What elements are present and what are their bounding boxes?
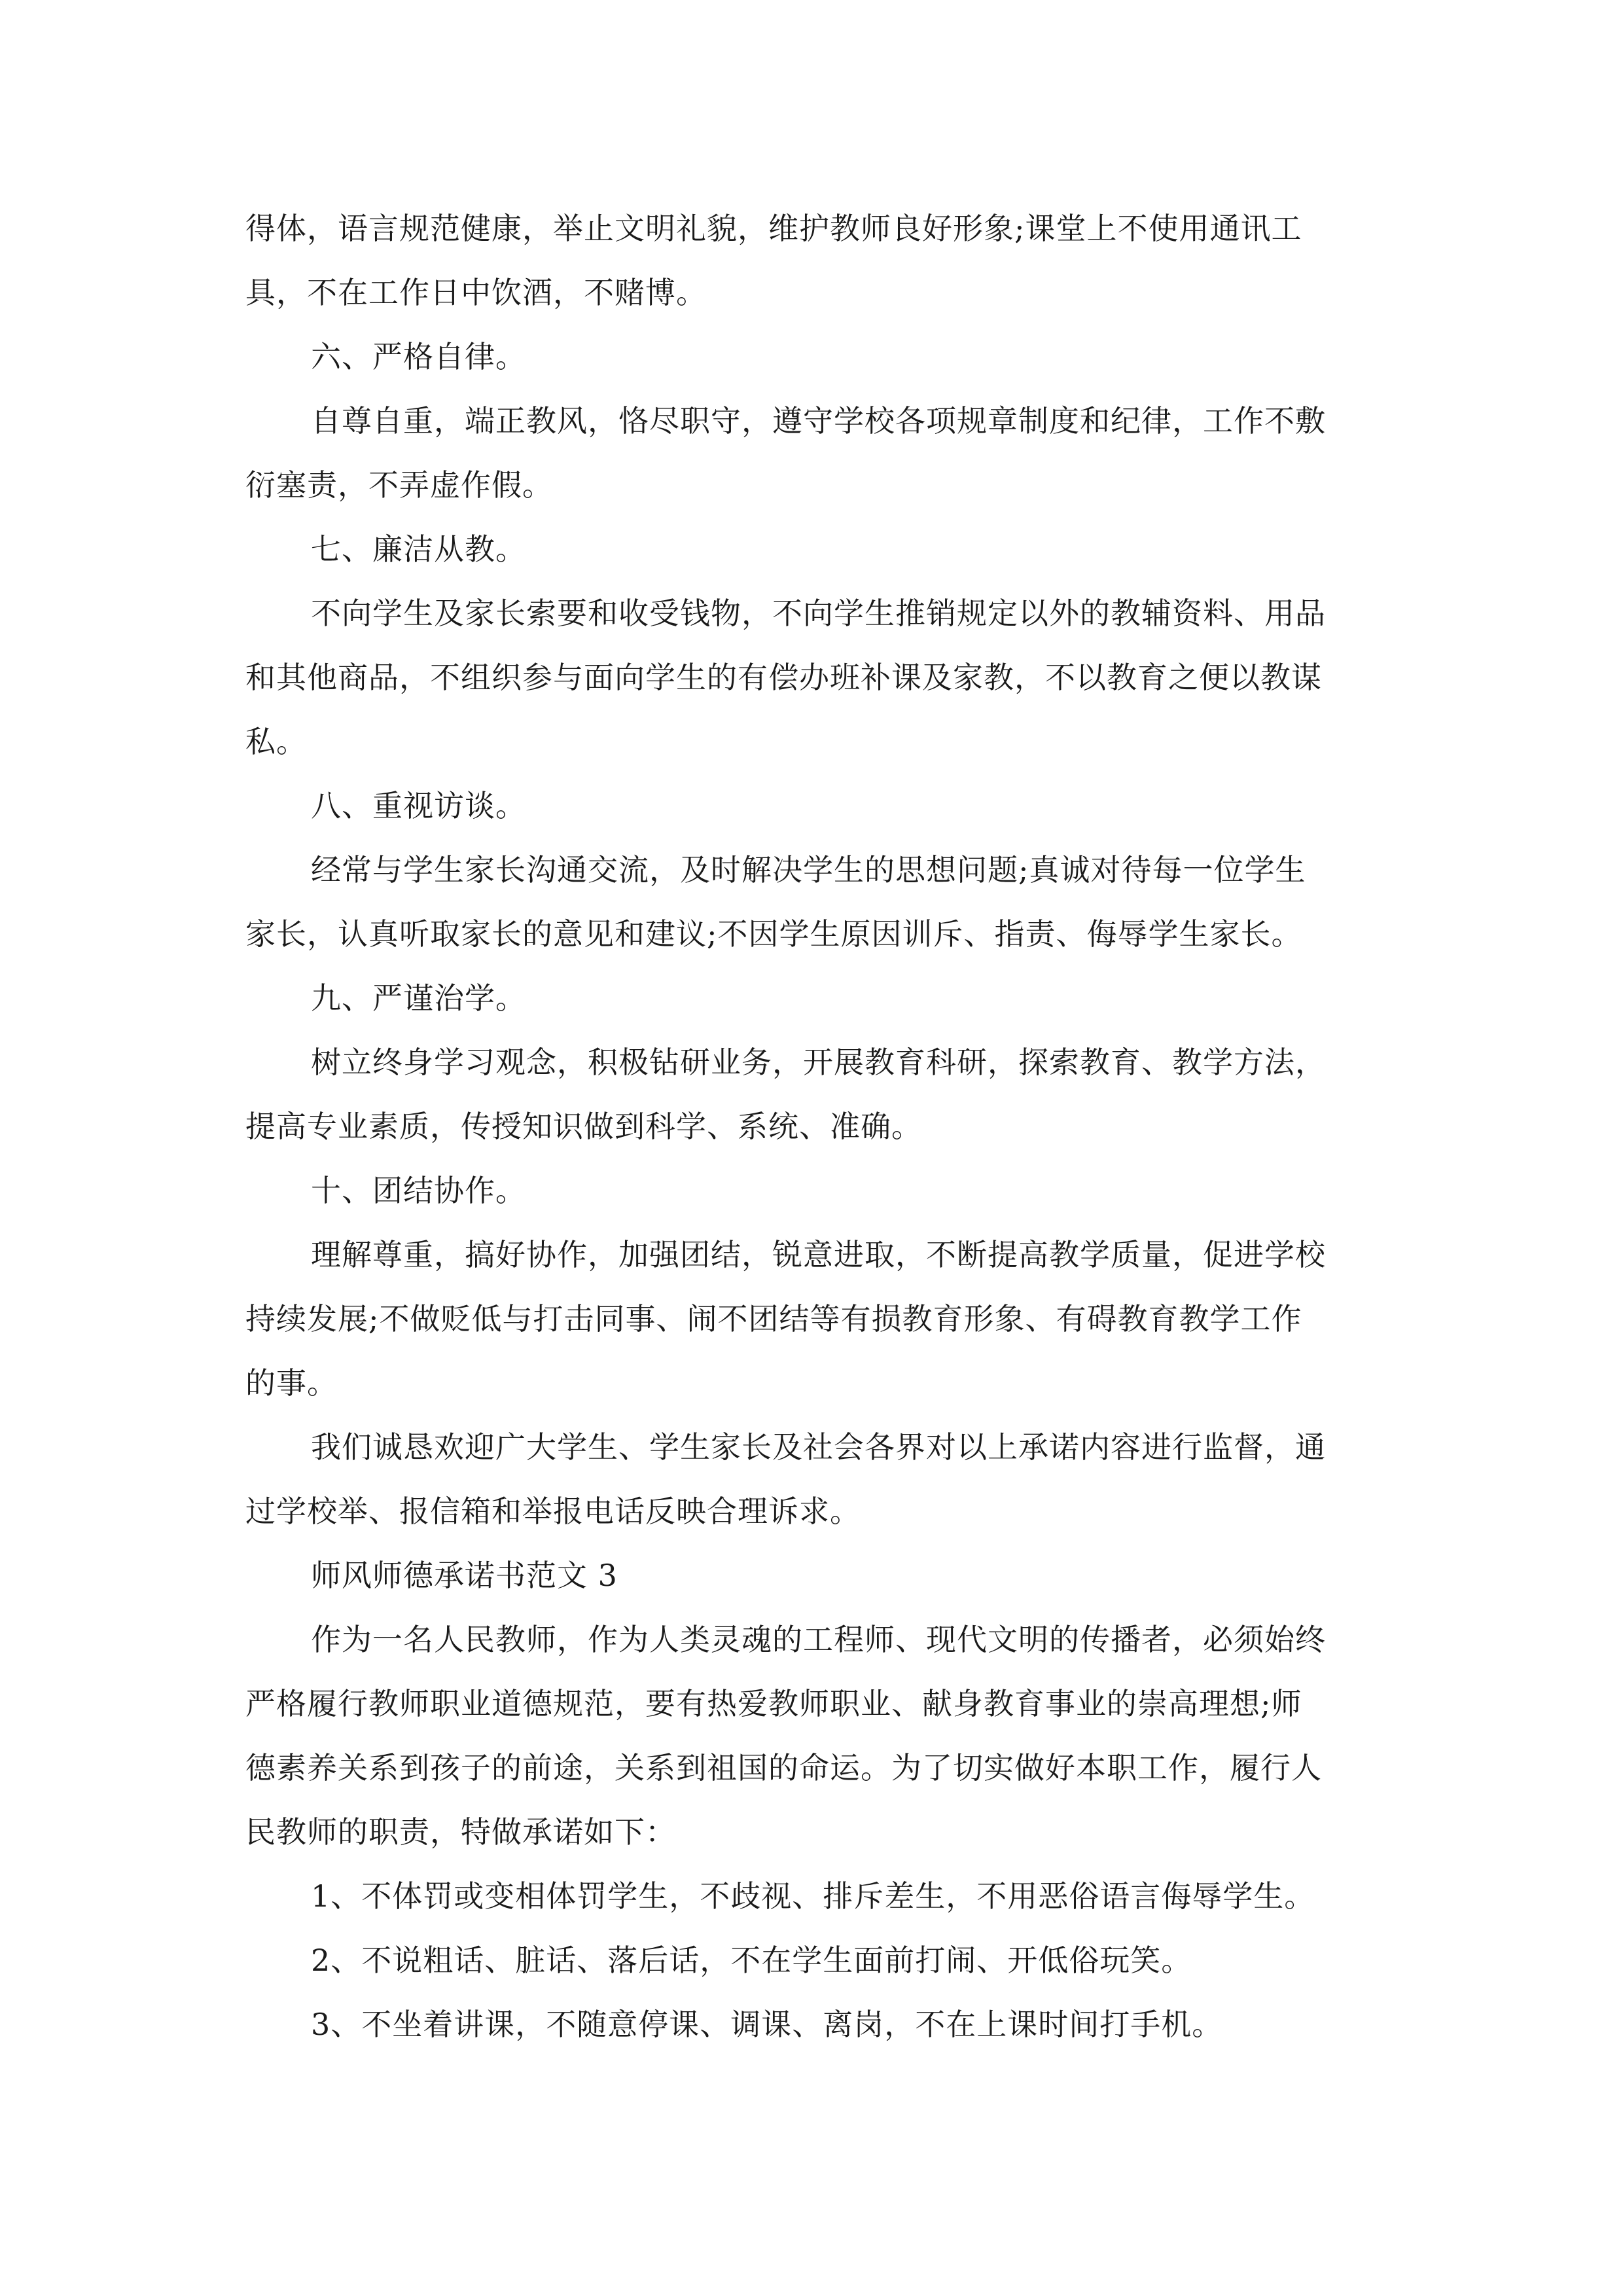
text-line: 八、重视访谈。 bbox=[311, 788, 526, 823]
text-line: 衍塞责，不弄虚作假。 bbox=[245, 467, 553, 503]
text-line: 六、严格自律。 bbox=[311, 339, 526, 374]
text-line: 民教师的职责，特做承诺如下： bbox=[245, 1814, 676, 1850]
text-line: 1、不体罚或变相体罚学生，不歧视、排斥差生，不用恶俗语言侮辱学生。 bbox=[311, 1878, 1315, 1914]
text-line: 家长，认真听取家长的意见和建议;不因学生原因训斥、指责、侮辱学生家长。 bbox=[245, 916, 1302, 952]
text-line: 过学校举、报信箱和举报电话反映合理诉求。 bbox=[245, 1494, 861, 1529]
text-line: 具，不在工作日中饮酒，不赌博。 bbox=[245, 275, 707, 310]
text-line: 自尊自重，端正教风，恪尽职守，遵守学校各项规章制度和纪律，工作不敷 bbox=[311, 403, 1326, 439]
text-line: 七、廉洁从教。 bbox=[311, 531, 526, 567]
text-line: 得体，语言规范健康，举止文明礼貌，维护教师良好形象;课堂上不使用通讯工 bbox=[245, 211, 1302, 246]
text-line: 的事。 bbox=[245, 1365, 338, 1401]
document-body bbox=[245, 196, 1391, 2056]
text-line: 3、不坐着讲课，不随意停课、调课、离岗，不在上课时间打手机。 bbox=[311, 2007, 1223, 2042]
text-line: 作为一名人民教师，作为人类灵魂的工程师、现代文明的传播者，必须始终 bbox=[311, 1622, 1326, 1657]
text-line: 十、团结协作。 bbox=[311, 1173, 526, 1208]
text-line: 师风师德承诺书范文 3 bbox=[311, 1558, 618, 1593]
text-line: 经常与学生家长沟通交流，及时解决学生的思想问题;真诚对待每一位学生 bbox=[311, 852, 1306, 888]
text-line: 2、不说粗话、脏话、落后话，不在学生面前打闹、开低俗玩笑。 bbox=[311, 1943, 1192, 1978]
text-line: 九、严谨治学。 bbox=[311, 980, 526, 1016]
text-line: 和其他商品，不组织参与面向学生的有偿办班补课及家教，不以教育之便以教谋 bbox=[245, 660, 1322, 695]
text-line: 持续发展;不做贬低与打击同事、闹不团结等有损教育形象、有碍教育教学工作 bbox=[245, 1301, 1302, 1336]
text-line: 树立终身学习观念，积极钻研业务，开展教育科研，探索教育、教学方法， bbox=[311, 1045, 1326, 1080]
text-line: 严格履行教师职业道德规范，要有热爱教师职业、献身教育事业的崇高理想;师 bbox=[245, 1686, 1302, 1721]
text-line: 理解尊重，搞好协作，加强团结，锐意进取，不断提高教学质量，促进学校 bbox=[311, 1237, 1326, 1272]
text-line: 德素养关系到孩子的前途，关系到祖国的命运。为了切实做好本职工作，履行人 bbox=[245, 1750, 1322, 1785]
text-line: 私。 bbox=[245, 724, 307, 759]
text-line: 提高专业素质，传授知识做到科学、系统、准确。 bbox=[245, 1109, 922, 1144]
text-line: 不向学生及家长索要和收受钱物，不向学生推销规定以外的教辅资料、用品 bbox=[311, 596, 1326, 631]
text-line: 我们诚恳欢迎广大学生、学生家长及社会各界对以上承诺内容进行监督，通 bbox=[311, 1429, 1326, 1465]
